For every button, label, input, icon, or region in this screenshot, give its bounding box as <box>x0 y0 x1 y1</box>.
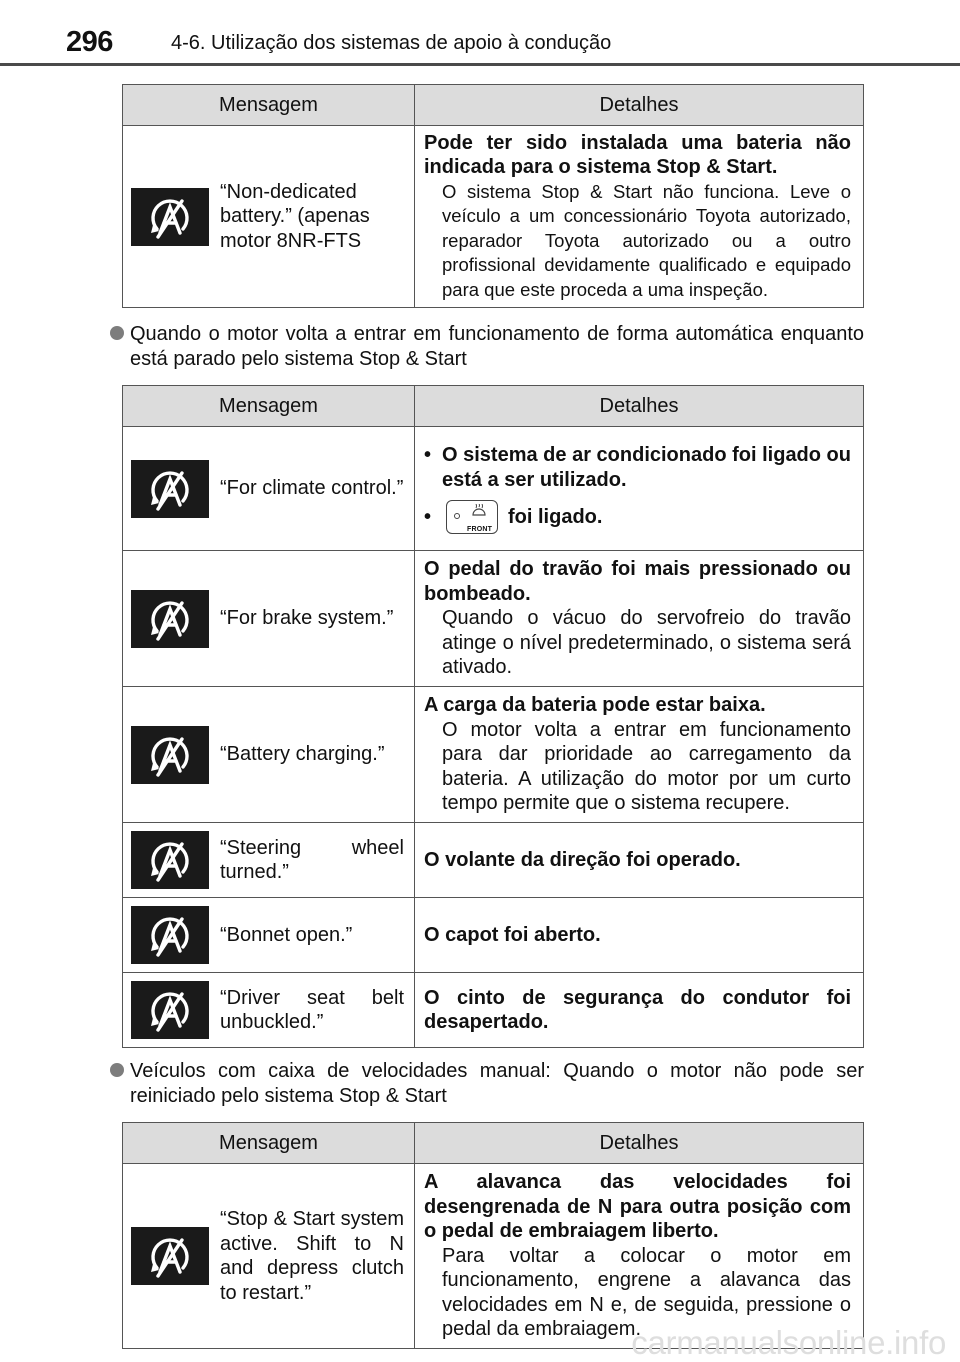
table-row <box>123 427 864 551</box>
message-cell <box>123 1164 415 1349</box>
table-row <box>123 898 864 973</box>
detail-body: O motor volta a entrar em funcionamento para dar prioridade ao carregamento da bateria. A utilização do motor por um curto tempo permite que o sistema recupere. <box>442 718 851 815</box>
watermark: carmanualsonline.info <box>631 1324 946 1361</box>
stop-start-off-indicator-icon <box>131 188 209 246</box>
stop-start-off-indicator-icon <box>131 590 209 648</box>
condition-paragraph-manual-transmission <box>110 1059 864 1109</box>
detail-title: A alavanca das velocidades foi desengrenada de N para outra posição com o pedal de embraiagem liberto. <box>424 1171 851 1243</box>
stop-start-off-indicator-icon <box>131 726 209 784</box>
page-header <box>0 0 960 68</box>
column-header-message: Mensagem <box>123 85 415 126</box>
detail-bullet: • O sistema de ar condicionado foi ligado ou está a ser utilizado. <box>424 444 851 491</box>
table-row <box>123 823 864 898</box>
detail-cell <box>415 898 864 973</box>
stop-start-off-indicator-icon <box>131 831 209 889</box>
table-row <box>123 973 864 1048</box>
message-text: “Bonnet open.” <box>220 923 353 946</box>
condition-text: Veículos com caixa de velocidades manual: Quando o motor não pode ser reiniciado pelo sistema Stop & Start <box>130 1060 864 1107</box>
detail-body: Para voltar a colocar o motor em funcionamento, engrene a alavanca das velocidades em N e, de seguida, pressione o pedal da embraiagem. <box>442 1244 851 1341</box>
message-table-auto-restart <box>122 385 864 1048</box>
table-row <box>123 1164 864 1349</box>
bullet-dot-icon <box>110 326 124 340</box>
column-header-details: Detalhes <box>415 1123 864 1164</box>
message-text: “Driver seat belt unbuckled.” <box>220 986 404 1033</box>
bullet-dot-icon <box>110 1063 124 1077</box>
message-cell <box>123 898 415 973</box>
message-text: “Stop & Start system active. Shift to N and depress clutch to restart.” <box>220 1208 404 1304</box>
detail-cell <box>415 973 864 1048</box>
column-header-details: Detalhes <box>415 85 864 126</box>
message-text: “For climate control.” <box>220 477 404 500</box>
detail-bullet: • FRONT foi ligado. <box>424 500 851 534</box>
stop-start-off-indicator-icon <box>131 1227 209 1285</box>
detail-title: A carga da bateria pode estar baixa. <box>424 694 766 717</box>
page-number: 296 <box>66 26 113 58</box>
message-cell <box>123 427 415 551</box>
column-header-details: Detalhes <box>415 386 864 427</box>
detail-body: O sistema Stop & Start não funciona. Leve o veículo a um concessionário Toyota autorizado, reparador Toyota autorizado ou a outro profissional devidamente qualificado e equipado para que este proceda a uma inspeção. <box>442 180 851 300</box>
message-cell <box>123 126 415 308</box>
stop-start-off-indicator-icon <box>131 460 209 518</box>
section-title: 4-6. Utilização dos sistemas de apoio à condução <box>171 32 612 54</box>
detail-title: O volante da direção foi operado. <box>424 848 741 871</box>
stop-start-off-indicator-icon <box>131 906 209 964</box>
detail-cell <box>415 823 864 898</box>
table-row <box>123 126 864 308</box>
message-cell <box>123 551 415 687</box>
front-defroster-button-icon <box>446 500 498 534</box>
detail-body: Quando o vácuo do servofreio do travão atinge o nível predeterminado, o sistema será ativado. <box>442 607 851 679</box>
detail-cell <box>415 687 864 823</box>
detail-title: O cinto de segurança do condutor foi desapertado. <box>424 986 851 1033</box>
detail-title: Pode ter sido instalada uma bateria não indicada para o sistema Stop & Start. <box>424 131 851 179</box>
detail-title: O pedal do travão foi mais pressionado ou bombeado. <box>424 558 851 605</box>
detail-bullet-text: O sistema de ar condicionado foi ligado ou está a ser utilizado. <box>442 444 851 491</box>
table-row <box>123 551 864 687</box>
table-row <box>123 687 864 823</box>
message-cell <box>123 973 415 1048</box>
message-text: “Non-dedicated battery.” (apenas motor 8NR-FTS <box>220 180 370 252</box>
detail-cell <box>415 126 864 308</box>
message-cell <box>123 823 415 898</box>
message-text: “Steering wheel turned.” <box>220 836 404 883</box>
detail-cell <box>415 427 864 551</box>
detail-title: O capot foi aberto. <box>424 923 601 946</box>
condition-text: Quando o motor volta a entrar em funcionamento de forma automática enquanto está parado pelo sistema Stop & Start <box>130 323 864 370</box>
message-text: “Battery charging.” <box>220 743 385 766</box>
message-text: “For brake system.” <box>220 607 394 630</box>
detail-cell <box>415 1164 864 1349</box>
front-button-label: FRONT <box>467 526 493 533</box>
detail-cell <box>415 551 864 687</box>
message-table-battery <box>122 84 864 308</box>
message-table-manual <box>122 1122 864 1349</box>
stop-start-off-indicator-icon <box>131 981 209 1039</box>
condition-paragraph-auto-restart <box>110 322 864 372</box>
column-header-message: Mensagem <box>123 386 415 427</box>
header-divider <box>0 63 960 66</box>
column-header-message: Mensagem <box>123 1123 415 1164</box>
message-cell <box>123 687 415 823</box>
detail-bullet-text: foi ligado. <box>508 505 603 528</box>
